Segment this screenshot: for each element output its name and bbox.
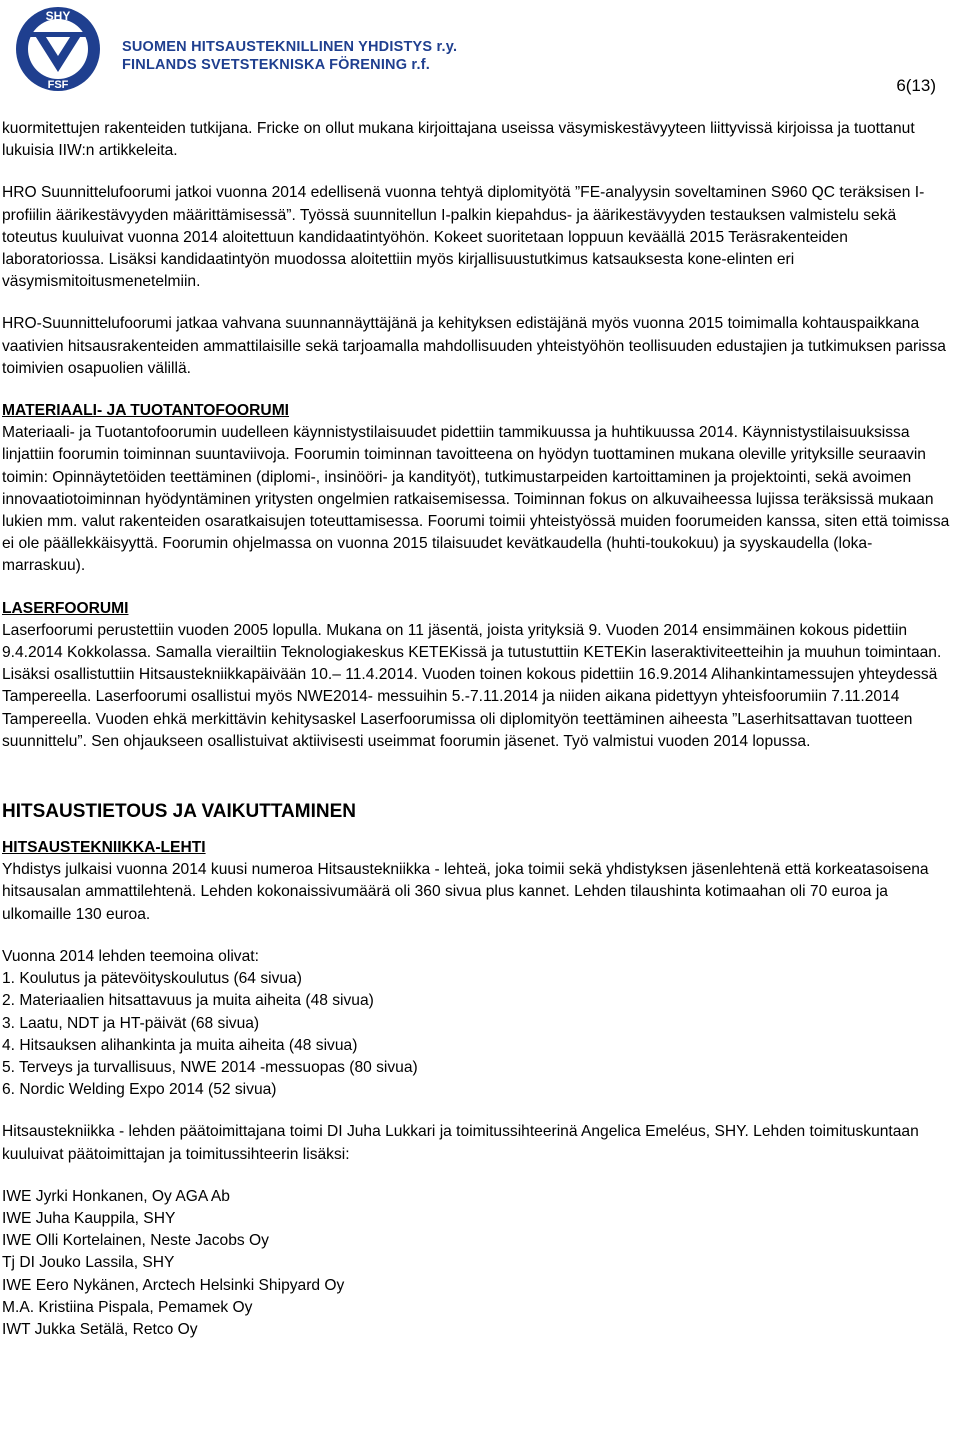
heading-laser: LASERFOORUMI	[2, 599, 129, 617]
shy-logo	[12, 4, 108, 94]
logo-text-bottom: FSF	[47, 79, 69, 91]
list-item: IWE Juha Kauppila, SHY	[2, 1209, 176, 1227]
themes-list	[2, 968, 952, 1101]
paragraph-hro-1: HRO Suunnittelufoorumi jatkoi vuonna 2014 edellisenä vuonna tehtyä diplomityötä ”FE-analyysin soveltaminen S960 QC teräksisen I-profiilin äärikestävyyden määrittämisessä”. Työssä suunnitellun I-palkin kiepahdus- ja äärikestävyyden testauksen valmistelu sekä toteutus kuuluivat vuonna 2014 aloitettuun kandidaatintyöhön. Kokeet suoritetaan loppuun keväällä 2015 Teräsrakenteiden laboratoriossa. Lisäksi kandidaatintyön muodossa aloitettiin myös kirjallisuustutkimus katsauksesta kone-elinten eri väsymismitoitusmenetelmiin.	[2, 184, 925, 291]
list-item: 4. Hitsauksen alihankinta ja muita aiheita (48 sivua)	[2, 1036, 358, 1054]
page-header	[12, 4, 952, 96]
paragraph-editors: Hitsaustekniikka - lehden päätoimittajana toimi DI Juha Lukkari ja toimitussihteerinä Angelica Emeléus, SHY. Lehden toimituskuntaan kuuluivat päätoimittajan ja toimitussihteerin lisäksi:	[2, 1123, 919, 1163]
organization-name-sv: FINLANDS SVETSTEKNISKA FÖRENING r.f.	[122, 57, 430, 73]
paragraph-hro-2: HRO-Suunnittelufoorumi jatkaa vahvana suunnannäyttäjänä ja kehityksen edistäjänä myös vuonna 2015 toimimalla kohtauspaikkana vaativien hitsausrakenteiden ammattilaisille sekä tarjoamalla mahdollisuuden yhteistyöhön teollisuuden edustajien ja tutkimuksen parissa toimivien osapuolien välillä.	[2, 315, 946, 377]
page-number: 6(13)	[896, 76, 936, 95]
list-item: IWE Eero Nykänen, Arctech Helsinki Shipyard Oy	[2, 1276, 345, 1294]
paragraph-lehti: Yhdistys julkaisi vuonna 2014 kuusi numeroa Hitsaustekniikka - lehteä, joka toimii sekä yhdistyksen jäsenlehtenä että korkeatasoisena hitsausalan ammattilehtenä. Lehden kokonaissivumäärä oli 360 sivua plus kannet. Lehden tilaushinta kotimaahan oli 70 euroa ja ulkomaille 130 euroa.	[2, 861, 929, 923]
heading-materiaali: MATERIAALI- JA TUOTANTOFOORUMI	[2, 402, 290, 420]
list-item: IWE Olli Kortelainen, Neste Jacobs Oy	[2, 1232, 269, 1250]
list-item: 6. Nordic Welding Expo 2014 (52 sivua)	[2, 1081, 277, 1099]
heading-hitsaustietous: HITSAUSTIETOUS JA VAIKUTTAMINEN	[2, 801, 356, 823]
paragraph-laser: Laserfoorumi perustettiin vuoden 2005 lopulla. Mukana on 11 jäsentä, joista yrityksiä 9. Vuoden 2014 ensimmäinen kokous pidettiin 9.4.2014 Kokkolassa. Samalla vierailtiin Teknologiakeskus KETEKissä ja tutustuttiin KETEKin laseraktiviteetteihin ja muuhun toimintaan. Lisäksi osallistuttiin Hitsaustekniikkapäivään 10.– 11.4.2014. Vuoden toinen kokous pidettiin 16.9.2014 Alihankintamessujen yhteydessä Tampereella. Laserfoorumi osallistui myös NWE2014- messuihin 5.-7.11.2014 ja niiden aikana pidettyyn yhteisfoorumiin 7.11.2014 Tampereella. Vuoden ehkä merkittävin kehitysaskel Laserfoorumissa oli diplomityön teettäminen aiheesta ”Laserhitsattavan tuotteen suunnittelu”. Sen ohjaukseen osallistuivat aktiivisesti useimmat foorumin jäsenet. Työ valmistui vuoden 2014 lopussa.	[2, 621, 942, 750]
list-item: IWE Jyrki Honkanen, Oy AGA Ab	[2, 1187, 230, 1205]
themes-intro: Vuonna 2014 lehden teemoina olivat:	[2, 947, 259, 965]
paragraph-materiaali: Materiaali- ja Tuotantofoorumin uudelleen käynnistystilaisuudet pidettiin tammikuussa ja huhtikuussa 2014. Käynnistystilaisuuksissa linjattiin foorumin toiminnan suuntaviivoja. Foorumin toiminnan tavoitteena on hyödyn tuottaminen mukana oleville yrityksille seuraavin toimin: Opinnäytetöiden teettäminen (diplomi-, insinööri- ja kandityöt), tutkimustarpeiden kartoittaminen ja projektointi, sekä avoimen innovaatiotoiminnan hyödyntäminen yritysten ongelmien ratkaisemisessa. Toiminnan fokus on alkuvaiheessa lujissa teräksissä mukaan lukien mm. valut rakenteiden osaratkaisujen toteuttamisessa. Foorumi toimii yhteistyössä muiden foorumeiden kanssa, siten että toimissa ei ole päällekkäisyyttä. Foorumin ohjelmassa on vuonna 2015 tilaisuudet kevätkaudella (huhti-toukokuu) ja syyskaudella (loka-marraskuu).	[2, 424, 950, 575]
list-item: 3. Laatu, NDT ja HT-päivät (68 sivua)	[2, 1014, 260, 1032]
document-body	[2, 118, 952, 1341]
list-item: 1. Koulutus ja pätevöityskoulutus (64 sivua)	[2, 970, 302, 988]
organization-name	[122, 38, 457, 74]
heading-lehti: HITSAUSTEKNIIKKA-LEHTI	[2, 839, 206, 857]
organization-name-fi: SUOMEN HITSAUSTEKNILLINEN YHDISTYS r.y.	[122, 39, 458, 55]
list-item: 5. Terveys ja turvallisuus, NWE 2014 -messuopas (80 sivua)	[2, 1058, 418, 1076]
members-list	[2, 1186, 952, 1341]
list-item: IWT Jukka Setälä, Retco Oy	[2, 1320, 198, 1338]
list-item: M.A. Kristiina Pispala, Pemamek Oy	[2, 1298, 253, 1316]
list-item: 2. Materiaalien hitsattavuus ja muita aiheita (48 sivua)	[2, 992, 374, 1010]
paragraph-fricke: kuormitettujen rakenteiden tutkijana. Fricke on ollut mukana kirjoittajana useissa väsymiskestävyyteen liittyvissä kirjoissa ja tuottanut lukuisia IIW:n artikkeleita.	[2, 120, 915, 160]
logo-text-top: SHY	[45, 9, 71, 23]
list-item: Tj DI Jouko Lassila, SHY	[2, 1254, 175, 1272]
